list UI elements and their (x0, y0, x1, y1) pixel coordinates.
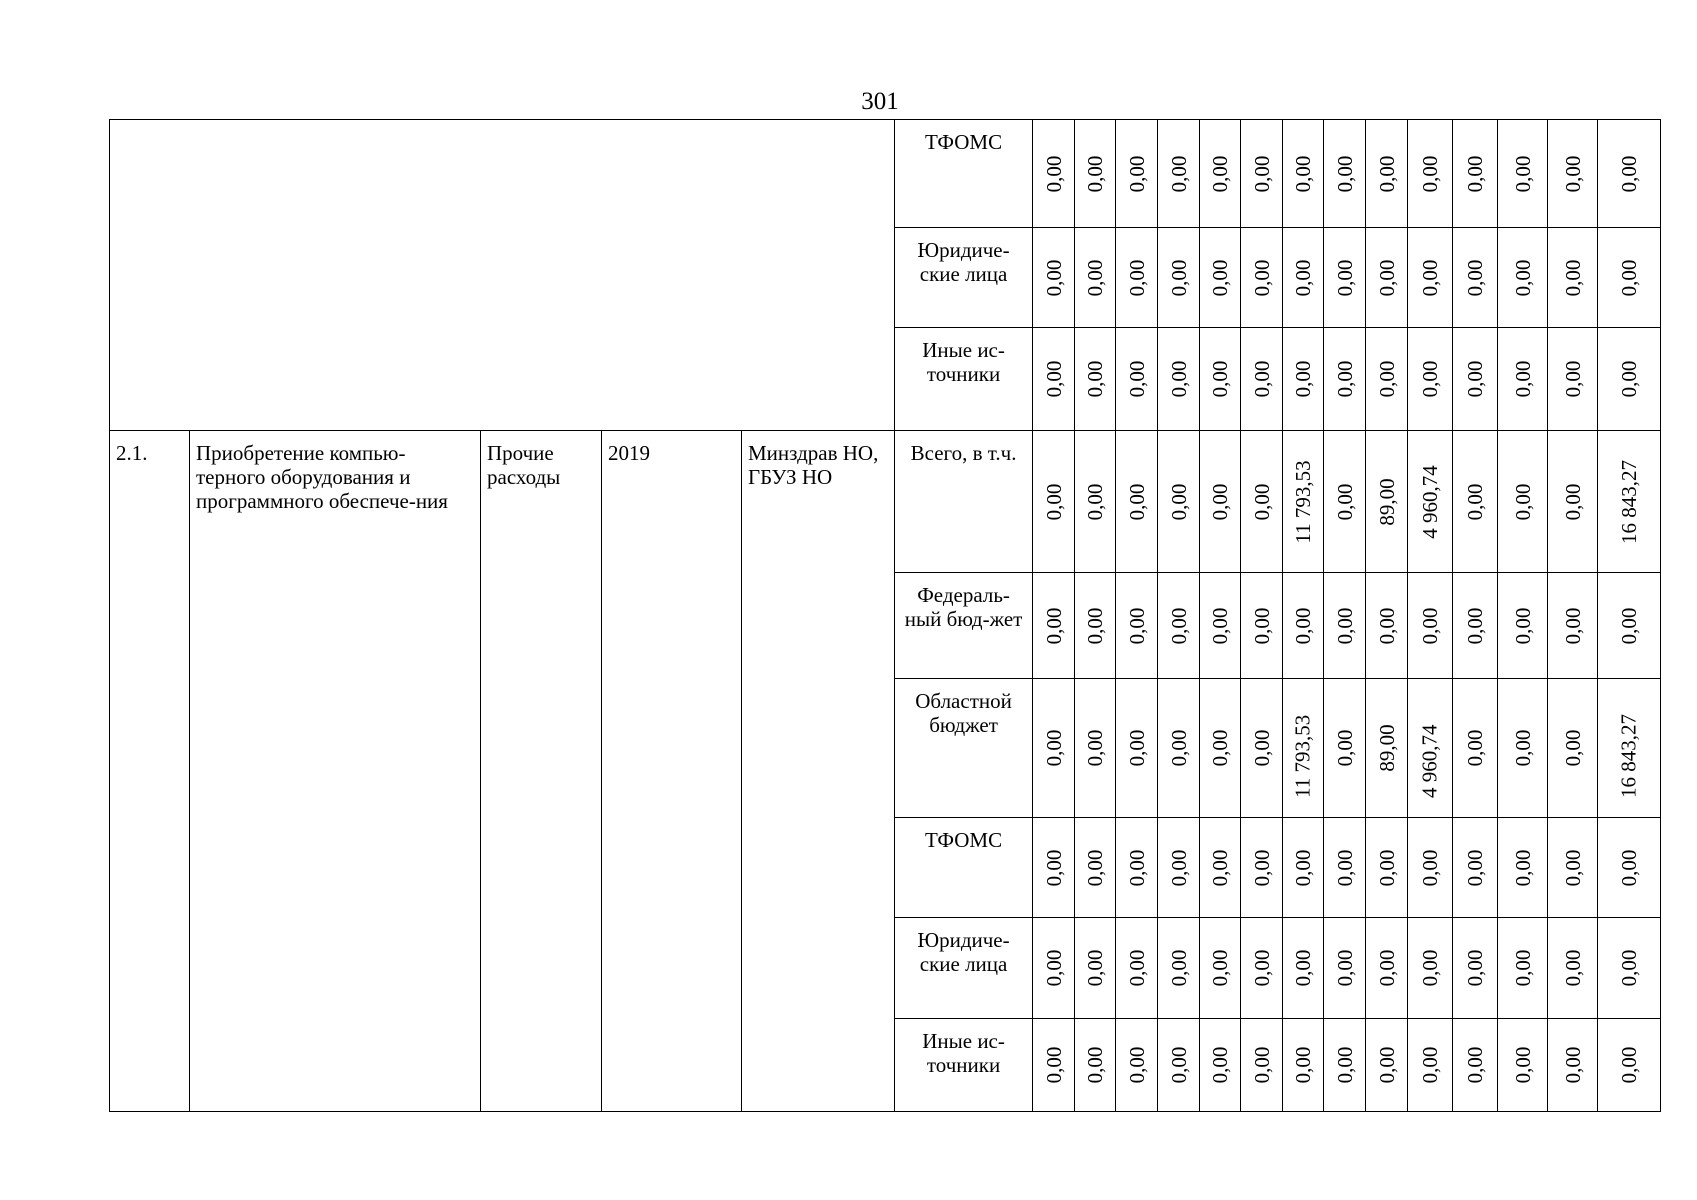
value-cell (1241, 679, 1283, 818)
value-cell (1283, 431, 1324, 573)
value-cell (1033, 679, 1075, 818)
value-cell (1598, 1019, 1661, 1112)
value-text: 0,00 (1616, 259, 1641, 296)
value-cell (1033, 573, 1075, 679)
value-text: 0,00 (1166, 949, 1191, 987)
value-text: 0,00 (1510, 155, 1535, 192)
value-cell (1116, 679, 1158, 818)
value-cell (1324, 818, 1366, 918)
value-text: 0,00 (1290, 155, 1315, 192)
funding-source-label: Юридиче-ские лица (895, 228, 1033, 328)
value-cell (1324, 228, 1366, 328)
item-year: 2019 (602, 431, 742, 1112)
value-text: 0,00 (1082, 849, 1107, 886)
value-cell (1498, 1019, 1548, 1112)
value-cell (1498, 120, 1548, 228)
value-cell (1366, 328, 1408, 431)
value-cell (1241, 431, 1283, 573)
value-text: 0,00 (1249, 259, 1274, 296)
value-cell (1548, 1019, 1598, 1112)
value-text: 0,00 (1249, 607, 1274, 644)
value-cell (1453, 918, 1498, 1019)
value-cell (1075, 918, 1116, 1019)
value-text: 0,00 (1290, 360, 1315, 398)
value-text: 0,00 (1124, 849, 1149, 886)
value-text: 0,00 (1510, 1046, 1535, 1084)
funding-source-label: ТФОМС (895, 120, 1033, 228)
page-number: 301 (861, 88, 899, 115)
item-executor: Минздрав НО, ГБУЗ НО (742, 431, 895, 1112)
value-text: 0,00 (1462, 360, 1487, 398)
value-cell (1283, 679, 1324, 818)
value-text: 0,00 (1332, 259, 1357, 296)
value-cell (1241, 818, 1283, 918)
value-cell (1548, 573, 1598, 679)
value-cell (1075, 120, 1116, 228)
value-cell (1498, 228, 1548, 328)
value-text: 0,00 (1124, 949, 1149, 987)
value-text: 0,00 (1166, 259, 1191, 296)
value-cell (1241, 228, 1283, 328)
value-text: 89,00 (1374, 724, 1399, 772)
funding-source-label: Юридиче-ские лица (895, 918, 1033, 1019)
value-cell (1453, 818, 1498, 918)
value-text: 0,00 (1560, 360, 1585, 398)
value-cell (1033, 228, 1075, 328)
value-cell (1453, 573, 1498, 679)
value-text: 0,00 (1082, 949, 1107, 987)
value-cell (1033, 431, 1075, 573)
value-text: 0,00 (1560, 607, 1585, 644)
value-cell (1200, 431, 1241, 573)
value-cell (1598, 328, 1661, 431)
value-cell (1453, 431, 1498, 573)
value-text: 0,00 (1332, 360, 1357, 398)
value-text: 0,00 (1616, 949, 1641, 987)
value-cell (1598, 431, 1661, 573)
value-cell (1200, 1019, 1241, 1112)
value-cell (1498, 918, 1548, 1019)
value-text: 0,00 (1417, 155, 1442, 192)
value-cell (1075, 431, 1116, 573)
value-cell (1366, 1019, 1408, 1112)
value-cell (1200, 918, 1241, 1019)
value-text: 0,00 (1082, 607, 1107, 644)
value-text: 0,00 (1560, 259, 1585, 296)
value-cell (1548, 328, 1598, 431)
value-text: 0,00 (1510, 607, 1535, 644)
value-cell (1200, 818, 1241, 918)
value-cell (1075, 328, 1116, 431)
value-text: 0,00 (1041, 259, 1066, 296)
value-text: 0,00 (1124, 607, 1149, 644)
table-row (110, 120, 1661, 228)
value-text: 0,00 (1207, 729, 1232, 767)
value-cell (1548, 228, 1598, 328)
value-cell (1200, 679, 1241, 818)
value-text: 0,00 (1249, 1046, 1274, 1084)
value-text: 0,00 (1041, 949, 1066, 987)
value-text: 0,00 (1462, 259, 1487, 296)
value-cell (1075, 679, 1116, 818)
value-cell (1498, 573, 1548, 679)
value-text: 0,00 (1166, 360, 1191, 398)
value-cell (1548, 679, 1598, 818)
value-cell (1075, 228, 1116, 328)
value-text: 0,00 (1332, 849, 1357, 886)
value-cell (1075, 573, 1116, 679)
value-cell (1158, 818, 1200, 918)
table-body (110, 120, 1661, 1112)
value-text: 0,00 (1124, 483, 1149, 520)
value-text: 0,00 (1166, 155, 1191, 192)
value-cell (1598, 120, 1661, 228)
value-text: 0,00 (1290, 949, 1315, 987)
value-text: 0,00 (1510, 849, 1535, 886)
value-cell (1116, 918, 1158, 1019)
value-text: 0,00 (1332, 729, 1357, 767)
value-cell (1408, 1019, 1453, 1112)
value-text: 0,00 (1510, 949, 1535, 987)
value-cell (1116, 120, 1158, 228)
item-number: 2.1. (110, 431, 190, 1112)
table-row (110, 431, 1661, 573)
value-text: 16 843,27 (1616, 714, 1641, 798)
value-cell (1366, 918, 1408, 1019)
value-cell (1283, 918, 1324, 1019)
value-text: 0,00 (1124, 1046, 1149, 1084)
value-cell (1324, 1019, 1366, 1112)
value-cell (1324, 120, 1366, 228)
value-text: 0,00 (1332, 483, 1357, 520)
value-cell (1548, 818, 1598, 918)
value-text: 0,00 (1616, 607, 1641, 644)
value-text: 0,00 (1207, 259, 1232, 296)
value-text: 0,00 (1124, 155, 1149, 192)
value-cell (1366, 120, 1408, 228)
value-text: 0,00 (1560, 949, 1585, 987)
value-text: 0,00 (1510, 360, 1535, 398)
value-text: 0,00 (1374, 259, 1399, 296)
value-cell (1158, 918, 1200, 1019)
value-text: 0,00 (1332, 155, 1357, 192)
value-cell (1116, 328, 1158, 431)
value-cell (1548, 918, 1598, 1019)
value-text: 16 843,27 (1616, 459, 1641, 544)
value-cell (1158, 1019, 1200, 1112)
value-text: 0,00 (1560, 849, 1585, 886)
value-text: 0,00 (1082, 483, 1107, 520)
value-cell (1116, 431, 1158, 573)
value-text: 0,00 (1082, 360, 1107, 398)
value-text: 4 960,74 (1417, 464, 1442, 539)
value-cell (1283, 120, 1324, 228)
value-cell (1158, 679, 1200, 818)
value-cell (1158, 573, 1200, 679)
value-cell (1283, 1019, 1324, 1112)
value-text: 0,00 (1560, 1046, 1585, 1084)
value-cell (1408, 918, 1453, 1019)
value-cell (1366, 573, 1408, 679)
value-text: 0,00 (1249, 483, 1274, 520)
value-cell (1498, 818, 1548, 918)
value-text: 0,00 (1207, 607, 1232, 644)
value-text: 0,00 (1249, 155, 1274, 192)
value-text: 0,00 (1207, 483, 1232, 520)
value-cell (1033, 1019, 1075, 1112)
value-text: 0,00 (1332, 1046, 1357, 1084)
value-cell (1075, 818, 1116, 918)
item-name: Приобретение компью-терного оборудования и программного обеспече-ния (190, 431, 481, 1112)
value-text: 0,00 (1510, 259, 1535, 296)
value-text: 0,00 (1462, 949, 1487, 987)
value-cell (1200, 228, 1241, 328)
value-text: 0,00 (1124, 259, 1149, 296)
value-cell (1116, 818, 1158, 918)
value-text: 0,00 (1417, 360, 1442, 398)
value-cell (1598, 679, 1661, 818)
value-cell (1453, 1019, 1498, 1112)
value-text: 0,00 (1374, 155, 1399, 192)
value-cell (1158, 228, 1200, 328)
value-cell (1033, 120, 1075, 228)
value-text: 0,00 (1374, 1046, 1399, 1084)
value-text: 0,00 (1462, 155, 1487, 192)
value-cell (1241, 120, 1283, 228)
value-text: 0,00 (1249, 729, 1274, 767)
value-text: 0,00 (1041, 729, 1066, 767)
value-text: 0,00 (1207, 949, 1232, 987)
value-text: 89,00 (1374, 477, 1399, 526)
value-text: 0,00 (1166, 729, 1191, 767)
funding-source-label: Всего, в т.ч. (895, 431, 1033, 573)
value-text: 0,00 (1417, 607, 1442, 644)
budget-table (109, 119, 1661, 1112)
value-text: 0,00 (1041, 483, 1066, 520)
value-cell (1408, 818, 1453, 918)
value-text: 0,00 (1616, 155, 1641, 192)
value-cell (1598, 818, 1661, 918)
value-text: 0,00 (1041, 607, 1066, 644)
value-cell (1033, 328, 1075, 431)
value-text: 0,00 (1207, 155, 1232, 192)
value-text: 0,00 (1249, 849, 1274, 886)
value-cell (1324, 328, 1366, 431)
funding-source-label: Федераль-ный бюд-жет (895, 573, 1033, 679)
value-text: 0,00 (1166, 483, 1191, 520)
value-cell (1408, 573, 1453, 679)
value-text: 0,00 (1207, 849, 1232, 886)
value-cell (1366, 228, 1408, 328)
value-text: 0,00 (1616, 849, 1641, 886)
value-text: 0,00 (1290, 849, 1315, 886)
value-cell (1324, 679, 1366, 818)
value-text: 0,00 (1462, 1046, 1487, 1084)
value-text: 0,00 (1249, 360, 1274, 398)
value-text: 0,00 (1207, 360, 1232, 398)
value-text: 0,00 (1166, 1046, 1191, 1084)
value-cell (1116, 228, 1158, 328)
value-text: 4 960,74 (1417, 724, 1442, 798)
value-cell (1283, 228, 1324, 328)
value-text: 0,00 (1616, 360, 1641, 398)
value-cell (1116, 1019, 1158, 1112)
value-text: 0,00 (1082, 1046, 1107, 1084)
value-cell (1241, 573, 1283, 679)
value-cell (1241, 1019, 1283, 1112)
value-cell (1366, 679, 1408, 818)
funding-source-label: Областной бюджет (895, 679, 1033, 818)
value-cell (1241, 328, 1283, 431)
value-cell (1158, 431, 1200, 573)
value-text: 0,00 (1417, 259, 1442, 296)
value-text: 0,00 (1207, 1046, 1232, 1084)
value-text: 0,00 (1041, 1046, 1066, 1084)
value-cell (1408, 228, 1453, 328)
value-text: 11 793,53 (1290, 459, 1315, 544)
value-text: 0,00 (1290, 259, 1315, 296)
value-cell (1408, 120, 1453, 228)
value-cell (1408, 431, 1453, 573)
value-cell (1366, 818, 1408, 918)
value-cell (1033, 818, 1075, 918)
value-cell (1498, 328, 1548, 431)
value-text: 0,00 (1462, 483, 1487, 520)
value-text: 0,00 (1249, 949, 1274, 987)
value-text: 0,00 (1374, 607, 1399, 644)
value-text: 11 793,53 (1290, 714, 1315, 798)
item-expense-type: Прочие расходы (481, 431, 602, 1112)
value-text: 0,00 (1332, 949, 1357, 987)
value-text: 0,00 (1560, 729, 1585, 767)
value-cell (1241, 918, 1283, 1019)
value-cell (1453, 120, 1498, 228)
value-cell (1408, 679, 1453, 818)
value-text: 0,00 (1616, 1046, 1641, 1084)
funding-source-label: ТФОМС (895, 818, 1033, 918)
value-text: 0,00 (1417, 849, 1442, 886)
value-cell (1453, 328, 1498, 431)
value-cell (1324, 431, 1366, 573)
value-cell (1324, 573, 1366, 679)
value-cell (1498, 431, 1548, 573)
value-text: 0,00 (1290, 1046, 1315, 1084)
value-text: 0,00 (1041, 360, 1066, 398)
value-cell (1598, 918, 1661, 1019)
value-cell (1453, 228, 1498, 328)
value-cell (1200, 328, 1241, 431)
value-text: 0,00 (1124, 360, 1149, 398)
value-text: 0,00 (1082, 729, 1107, 767)
value-text: 0,00 (1166, 849, 1191, 886)
value-text: 0,00 (1560, 155, 1585, 192)
value-cell (1075, 1019, 1116, 1112)
value-text: 0,00 (1290, 607, 1315, 644)
value-cell (1548, 120, 1598, 228)
value-cell (1200, 573, 1241, 679)
value-text: 0,00 (1417, 1046, 1442, 1084)
value-cell (1033, 918, 1075, 1019)
value-cell (1366, 431, 1408, 573)
value-cell (1116, 573, 1158, 679)
value-text: 0,00 (1462, 849, 1487, 886)
value-cell (1498, 679, 1548, 818)
value-text: 0,00 (1374, 849, 1399, 886)
value-cell (1548, 431, 1598, 573)
value-text: 0,00 (1082, 155, 1107, 192)
prev-item-continuation-cell (110, 120, 895, 431)
value-text: 0,00 (1041, 849, 1066, 886)
funding-source-label: Иные ис-точники (895, 328, 1033, 431)
value-text: 0,00 (1332, 607, 1357, 644)
value-cell (1158, 120, 1200, 228)
value-cell (1283, 818, 1324, 918)
value-cell (1283, 573, 1324, 679)
value-cell (1408, 328, 1453, 431)
value-text: 0,00 (1462, 729, 1487, 767)
value-cell (1324, 918, 1366, 1019)
value-text: 0,00 (1417, 949, 1442, 987)
value-cell (1200, 120, 1241, 228)
value-cell (1453, 679, 1498, 818)
value-text: 0,00 (1082, 259, 1107, 296)
value-text: 0,00 (1560, 483, 1585, 520)
value-text: 0,00 (1374, 360, 1399, 398)
value-cell (1158, 328, 1200, 431)
value-cell (1598, 573, 1661, 679)
value-text: 0,00 (1166, 607, 1191, 644)
value-text: 0,00 (1041, 155, 1066, 192)
value-text: 0,00 (1510, 729, 1535, 767)
value-cell (1598, 228, 1661, 328)
value-text: 0,00 (1124, 729, 1149, 767)
value-text: 0,00 (1510, 483, 1535, 520)
value-text: 0,00 (1462, 607, 1487, 644)
value-text: 0,00 (1374, 949, 1399, 987)
value-cell (1283, 328, 1324, 431)
funding-source-label: Иные ис-точники (895, 1019, 1033, 1112)
